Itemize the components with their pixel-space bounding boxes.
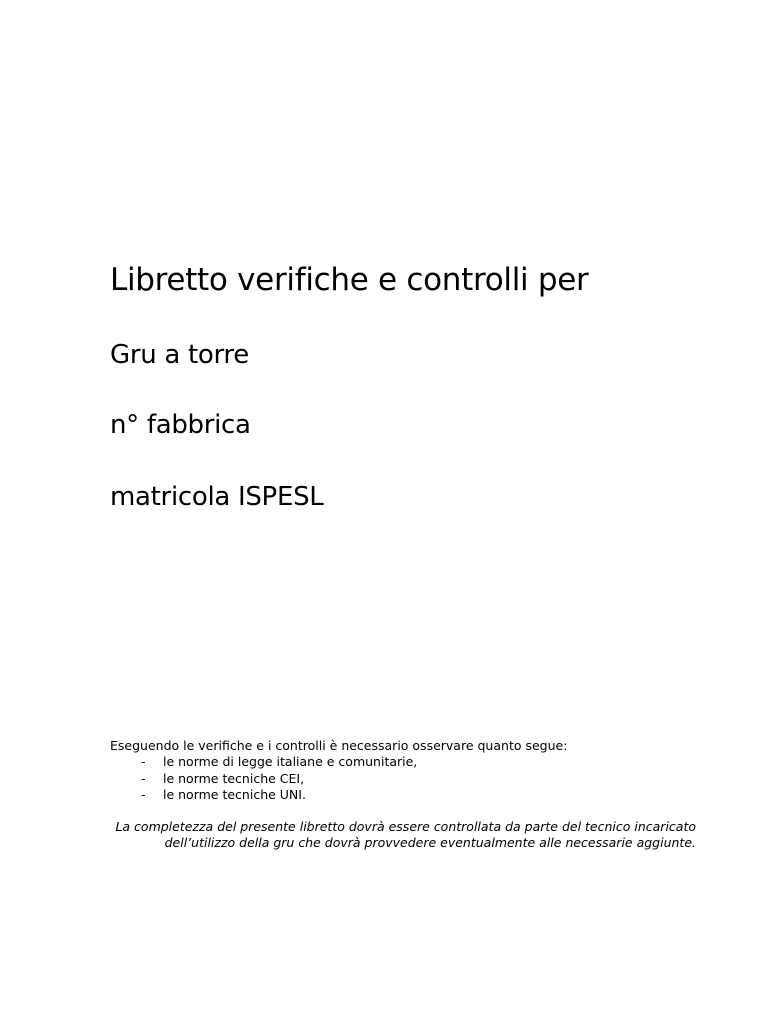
list-item <box>110 787 417 804</box>
intro-paragraph: Eseguendo le verifiche e i controlli è necessario osservare quanto segue: <box>110 738 568 753</box>
list-item <box>110 771 417 788</box>
list-item <box>110 754 417 771</box>
list-item-text: le norme tecniche CEI, <box>163 770 305 786</box>
completeness-note <box>100 819 718 851</box>
factory-number-label: n° fabbrica <box>110 410 251 440</box>
list-bullet: - <box>141 770 146 786</box>
document-subtitle: Gru a torre <box>110 340 249 370</box>
list-bullet: - <box>141 754 146 769</box>
list-item-text: le norme di legge italiane e comunitarie, <box>163 754 418 769</box>
note-line-2: dell’utilizzo della gru che dovrà provvedere eventualmente alle necessarie aggiunte. <box>164 835 696 850</box>
rules-list <box>110 754 417 804</box>
ispesl-number-label: matricola ISPESL <box>110 482 324 512</box>
note-line-1: La completezza del presente libretto dovrà essere controllata da parte del tecnico incaricato <box>115 819 696 834</box>
document-title: Libretto verifiche e controlli per <box>110 262 589 298</box>
list-item-text: le norme tecniche UNI. <box>163 787 306 802</box>
list-bullet: - <box>141 787 146 802</box>
